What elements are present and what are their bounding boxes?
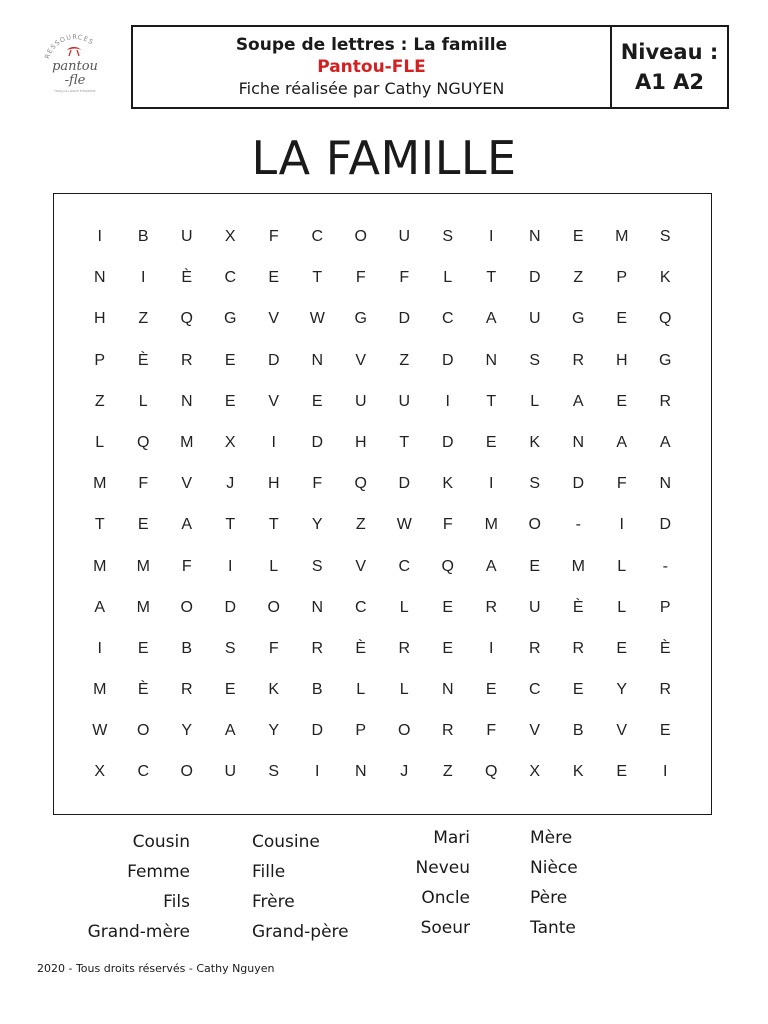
grid-letter[interactable]: R [659, 681, 672, 699]
level-label: Niveau : [620, 40, 719, 64]
grid-letter[interactable]: Y [616, 681, 628, 699]
grid-letter[interactable]: E [485, 433, 497, 451]
grid-letter[interactable]: R [180, 681, 193, 699]
grid-letter[interactable]: H [615, 351, 628, 369]
grid-letter[interactable]: T [399, 433, 410, 451]
grid-letter[interactable]: I [489, 639, 494, 657]
grid-letter[interactable]: S [268, 763, 280, 781]
grid-letter[interactable]: I [489, 228, 494, 245]
grid-letter[interactable]: R [528, 639, 541, 657]
word-list-item: Fille [252, 862, 286, 882]
word-list-item: Tante [530, 918, 576, 938]
grid-letter[interactable]: F [486, 722, 497, 740]
grid-letter[interactable]: I [141, 269, 146, 287]
grid-letter[interactable]: M [136, 598, 150, 616]
grid-letter[interactable]: N [485, 351, 498, 369]
grid-letter[interactable]: N [528, 228, 541, 245]
grid-letter[interactable]: È [572, 598, 584, 616]
grid-letter[interactable]: I [663, 763, 668, 781]
word-list-item: Nièce [530, 858, 578, 878]
grid-letter[interactable]: E [616, 639, 628, 657]
word-list-item: Soeur [420, 918, 470, 938]
grid-letter[interactable]: E [616, 392, 628, 410]
grid-letter[interactable]: O [180, 763, 193, 781]
grid-letter[interactable]: P [94, 351, 106, 369]
grid-letter[interactable]: V [181, 475, 193, 493]
grid-letter[interactable]: R [398, 639, 411, 657]
grid-letter[interactable]: D [441, 351, 454, 369]
grid-letter[interactable]: È [137, 351, 149, 369]
grid-letter[interactable]: U [528, 310, 541, 328]
grid-letter[interactable]: I [97, 639, 102, 657]
word-list-item: Neveu [415, 858, 470, 878]
grid-letter[interactable]: M [484, 516, 498, 534]
word-list-item: Grand-mère [87, 922, 190, 942]
grid-letter[interactable]: E [572, 681, 584, 699]
word-list-item: Père [530, 888, 568, 908]
grid-letter[interactable]: Z [138, 310, 149, 328]
grid-letter[interactable]: R [659, 392, 672, 410]
grid-letter[interactable]: Y [268, 722, 280, 740]
grid-letter[interactable]: R [572, 351, 585, 369]
grid-letter[interactable]: R [180, 351, 193, 369]
grid-letter[interactable]: U [180, 228, 193, 245]
grid-letter[interactable]: R [572, 639, 585, 657]
grid-letter[interactable]: È [355, 639, 367, 657]
word-list-item: Grand-père [252, 922, 349, 942]
grid-letter[interactable]: O [354, 228, 367, 245]
header-main [133, 27, 612, 107]
grid-letter[interactable]: F [442, 516, 453, 534]
grid-letter[interactable]: C [528, 681, 541, 699]
level-value: A1 A2 [634, 70, 705, 94]
grid-letter[interactable]: B [137, 228, 149, 245]
grid-letter[interactable]: D [311, 433, 324, 451]
grid-letter[interactable]: E [442, 598, 454, 616]
grid-letter[interactable]: N [311, 598, 324, 616]
grid-letter[interactable]: K [268, 681, 280, 699]
grid-letter[interactable]: C [441, 310, 454, 328]
grid-letter[interactable]: Y [181, 722, 193, 740]
grid-letter[interactable]: N [441, 681, 454, 699]
grid-letter[interactable]: V [529, 722, 541, 740]
grid-letter[interactable]: E [616, 763, 628, 781]
letter-grid [78, 216, 687, 793]
grid-letter[interactable]: G [224, 310, 237, 328]
grid-letter[interactable]: X [94, 763, 106, 781]
grid-letter[interactable]: L [530, 392, 540, 410]
word-list-item: Mari [433, 828, 470, 848]
grid-letter[interactable]: S [442, 228, 454, 245]
grid-letter[interactable]: P [659, 598, 671, 616]
grid-letter[interactable]: T [486, 392, 497, 410]
grid-letter[interactable]: C [224, 269, 237, 287]
grid-letter[interactable]: N [659, 475, 672, 493]
grid-letter[interactable]: X [529, 763, 541, 781]
header-box [131, 25, 729, 109]
grid-letter[interactable]: D [224, 598, 237, 616]
grid-letter[interactable]: J [226, 475, 235, 493]
grid-letter[interactable]: E [659, 722, 671, 740]
grid-letter[interactable]: A [572, 392, 584, 410]
grid-letter[interactable]: L [443, 269, 453, 287]
grid-letter[interactable]: S [529, 475, 541, 493]
word-search-box [53, 193, 712, 815]
grid-letter[interactable]: A [659, 433, 671, 451]
grid-letter[interactable]: G [659, 351, 672, 369]
grid-letter[interactable]: R [441, 722, 454, 740]
page-title: LA FAMILLE [251, 131, 517, 185]
grid-letter[interactable]: D [398, 475, 411, 493]
grid-letter[interactable]: M [93, 475, 107, 493]
word-list-item: Mère [530, 828, 573, 848]
grid-letter[interactable]: E [137, 639, 149, 657]
grid-letter[interactable]: N [354, 763, 367, 781]
grid-letter[interactable]: S [659, 228, 671, 245]
grid-letter[interactable]: I [489, 475, 494, 493]
grid-letter[interactable]: K [659, 269, 671, 287]
grid-letter[interactable]: Y [311, 516, 323, 534]
pantou-fle-logo [34, 26, 116, 108]
grid-letter[interactable]: F [355, 269, 366, 287]
grid-letter[interactable]: Q [659, 310, 672, 328]
grid-letter[interactable]: V [268, 392, 280, 410]
grid-letter[interactable]: V [355, 351, 367, 369]
grid-letter[interactable]: Q [137, 433, 150, 451]
grid-letter[interactable]: E [224, 351, 236, 369]
grid-letter[interactable]: M [180, 433, 194, 451]
grid-letter[interactable]: D [441, 433, 454, 451]
grid-letter[interactable]: O [267, 598, 280, 616]
grid-letter[interactable]: L [138, 392, 148, 410]
grid-letter[interactable]: L [356, 681, 366, 699]
grid-letter[interactable]: S [311, 557, 323, 575]
grid-letter[interactable]: O [137, 722, 150, 740]
grid-letter[interactable]: I [315, 763, 320, 781]
grid-letter[interactable]: K [442, 475, 454, 493]
grid-letter[interactable]: - [662, 557, 668, 575]
grid-letter[interactable]: E [224, 681, 236, 699]
grid-letter[interactable]: Z [355, 516, 366, 534]
grid-letter[interactable]: E [529, 557, 541, 575]
word-list-item: Cousine [252, 832, 320, 852]
grid-letter[interactable]: V [616, 722, 628, 740]
grid-letter[interactable]: V [355, 557, 367, 575]
grid-letter[interactable]: N [311, 351, 324, 369]
grid-letter[interactable]: U [354, 392, 367, 410]
grid-letter[interactable]: N [93, 269, 106, 287]
grid-letter[interactable]: S [529, 351, 541, 369]
worksheet-title: Soupe de lettres : La famille [235, 35, 508, 55]
grid-letter[interactable]: A [485, 557, 497, 575]
grid-letter[interactable]: R [311, 639, 324, 657]
grid-letter[interactable]: C [137, 763, 150, 781]
grid-letter[interactable]: N [180, 392, 193, 410]
logo-script-line2: -fle [64, 73, 86, 88]
grid-letter[interactable]: J [400, 763, 409, 781]
grid-letter[interactable]: F [312, 475, 323, 493]
grid-letter[interactable]: F [138, 475, 149, 493]
grid-letter[interactable]: E [485, 681, 497, 699]
grid-letter[interactable]: W [396, 516, 412, 534]
grid-letter[interactable]: U [398, 228, 411, 245]
grid-letter[interactable]: D [311, 722, 324, 740]
grid-letter[interactable]: T [312, 269, 323, 287]
word-list-item: Femme [127, 862, 190, 882]
grid-letter[interactable]: V [268, 310, 280, 328]
grid-letter[interactable]: T [486, 269, 497, 287]
grid-letter[interactable]: F [181, 557, 192, 575]
level-box [612, 27, 727, 107]
grid-letter[interactable]: T [268, 516, 279, 534]
grid-letter[interactable]: Q [485, 763, 498, 781]
grid-letter[interactable]: I [445, 392, 450, 410]
grid-letter[interactable]: T [94, 516, 105, 534]
logo-graphic [34, 26, 116, 108]
grid-letter[interactable]: E [311, 392, 323, 410]
grid-letter[interactable]: O [180, 598, 193, 616]
grid-letter[interactable]: C [311, 228, 324, 245]
grid-letter[interactable]: L [617, 557, 627, 575]
grid-letter[interactable]: O [528, 516, 541, 534]
grid-letter[interactable]: W [309, 310, 325, 328]
grid-letter[interactable]: C [354, 598, 367, 616]
grid-letter[interactable]: T [225, 516, 236, 534]
grid-letter[interactable]: E [616, 310, 628, 328]
grid-letter[interactable]: A [181, 516, 193, 534]
grid-letter[interactable]: A [616, 433, 628, 451]
grid-letter[interactable]: I [97, 228, 102, 245]
word-list-item: Fils [163, 892, 190, 912]
grid-letter[interactable]: I [228, 557, 233, 575]
grid-letter[interactable]: D [398, 310, 411, 328]
grid-letter[interactable]: R [485, 598, 498, 616]
grid-letter[interactable]: E [442, 639, 454, 657]
grid-letter[interactable]: E [268, 269, 280, 287]
grid-letter[interactable]: L [399, 681, 409, 699]
grid-letter[interactable]: F [268, 228, 279, 245]
grid-letter[interactable]: U [224, 763, 237, 781]
grid-letter[interactable]: A [94, 598, 106, 616]
grid-letter[interactable]: U [528, 598, 541, 616]
grid-letter[interactable]: Z [573, 269, 584, 287]
grid-letter[interactable]: H [354, 433, 367, 451]
logo-bottom-text: FRANÇAIS LANGUE ÉTRANGÈRE [54, 90, 96, 93]
logo-script-line1: pantou [52, 59, 98, 74]
author-credit: Fiche réalisée par Cathy NGUYEN [238, 79, 505, 98]
grid-letter[interactable]: F [616, 475, 627, 493]
grid-letter[interactable]: È [659, 639, 671, 657]
grid-letter[interactable]: O [398, 722, 411, 740]
grid-letter[interactable]: B [572, 722, 584, 740]
grid-letter[interactable]: U [398, 392, 411, 410]
grid-letter[interactable]: N [572, 433, 585, 451]
grid-letter[interactable]: E [137, 516, 149, 534]
grid-letter[interactable]: D [659, 516, 672, 534]
grid-letter[interactable]: X [224, 228, 236, 245]
logo-top-text: RESSOURCES [43, 32, 96, 60]
grid-letter[interactable]: X [224, 433, 236, 451]
brand-name: Pantou-FLE [317, 57, 426, 77]
grid-letter[interactable]: W [92, 722, 108, 740]
grid-letter[interactable]: A [224, 722, 236, 740]
word-list-item: Oncle [421, 888, 470, 908]
grid-letter[interactable]: H [93, 310, 106, 328]
grid-letter[interactable]: K [529, 433, 541, 451]
grid-letter[interactable]: P [355, 722, 367, 740]
grid-letter[interactable]: F [268, 639, 279, 657]
grid-letter[interactable]: L [95, 433, 105, 451]
grid-letter[interactable]: G [354, 310, 367, 328]
grid-letter[interactable]: L [399, 598, 409, 616]
grid-letter[interactable]: M [93, 681, 107, 699]
grid-letter[interactable]: S [224, 639, 236, 657]
word-list-item: Cousin [132, 832, 190, 852]
grid-letter[interactable]: L [617, 598, 627, 616]
grid-letter[interactable]: È [181, 269, 193, 287]
word-list-item: Frère [252, 892, 295, 912]
grid-letter[interactable]: A [485, 310, 497, 328]
grid-letter[interactable]: E [224, 392, 236, 410]
grid-letter[interactable]: L [269, 557, 279, 575]
grid-letter[interactable]: M [571, 557, 585, 575]
word-list [80, 826, 640, 951]
grid-letter[interactable]: P [616, 269, 628, 287]
grid-letter[interactable]: M [93, 557, 107, 575]
grid-letter[interactable]: K [572, 763, 584, 781]
copyright-footer: 2020 - Tous droits réservés - Cathy Nguyen [37, 962, 275, 975]
grid-letter[interactable]: D [528, 269, 541, 287]
grid-letter[interactable]: Q [180, 310, 193, 328]
grid-letter[interactable]: I [619, 516, 624, 534]
grid-letter[interactable]: G [572, 310, 585, 328]
grid-letter[interactable]: B [181, 639, 193, 657]
grid-letter[interactable]: F [399, 269, 410, 287]
grid-letter[interactable]: C [398, 557, 411, 575]
grid-letter[interactable]: D [267, 351, 280, 369]
grid-letter[interactable]: Q [354, 475, 367, 493]
grid-letter[interactable]: E [572, 228, 584, 245]
grid-letter[interactable]: D [572, 475, 585, 493]
grid-letter[interactable]: I [271, 433, 276, 451]
grid-letter[interactable]: È [137, 681, 149, 699]
grid-letter[interactable]: Z [399, 351, 410, 369]
grid-letter[interactable]: M [615, 228, 629, 245]
grid-letter[interactable]: Q [441, 557, 454, 575]
grid-letter[interactable]: Z [442, 763, 453, 781]
grid-letter[interactable]: H [267, 475, 280, 493]
grid-letter[interactable]: Z [94, 392, 105, 410]
grid-letter[interactable]: M [136, 557, 150, 575]
grid-letter[interactable]: B [311, 681, 323, 699]
grid-letter[interactable]: - [575, 516, 581, 534]
